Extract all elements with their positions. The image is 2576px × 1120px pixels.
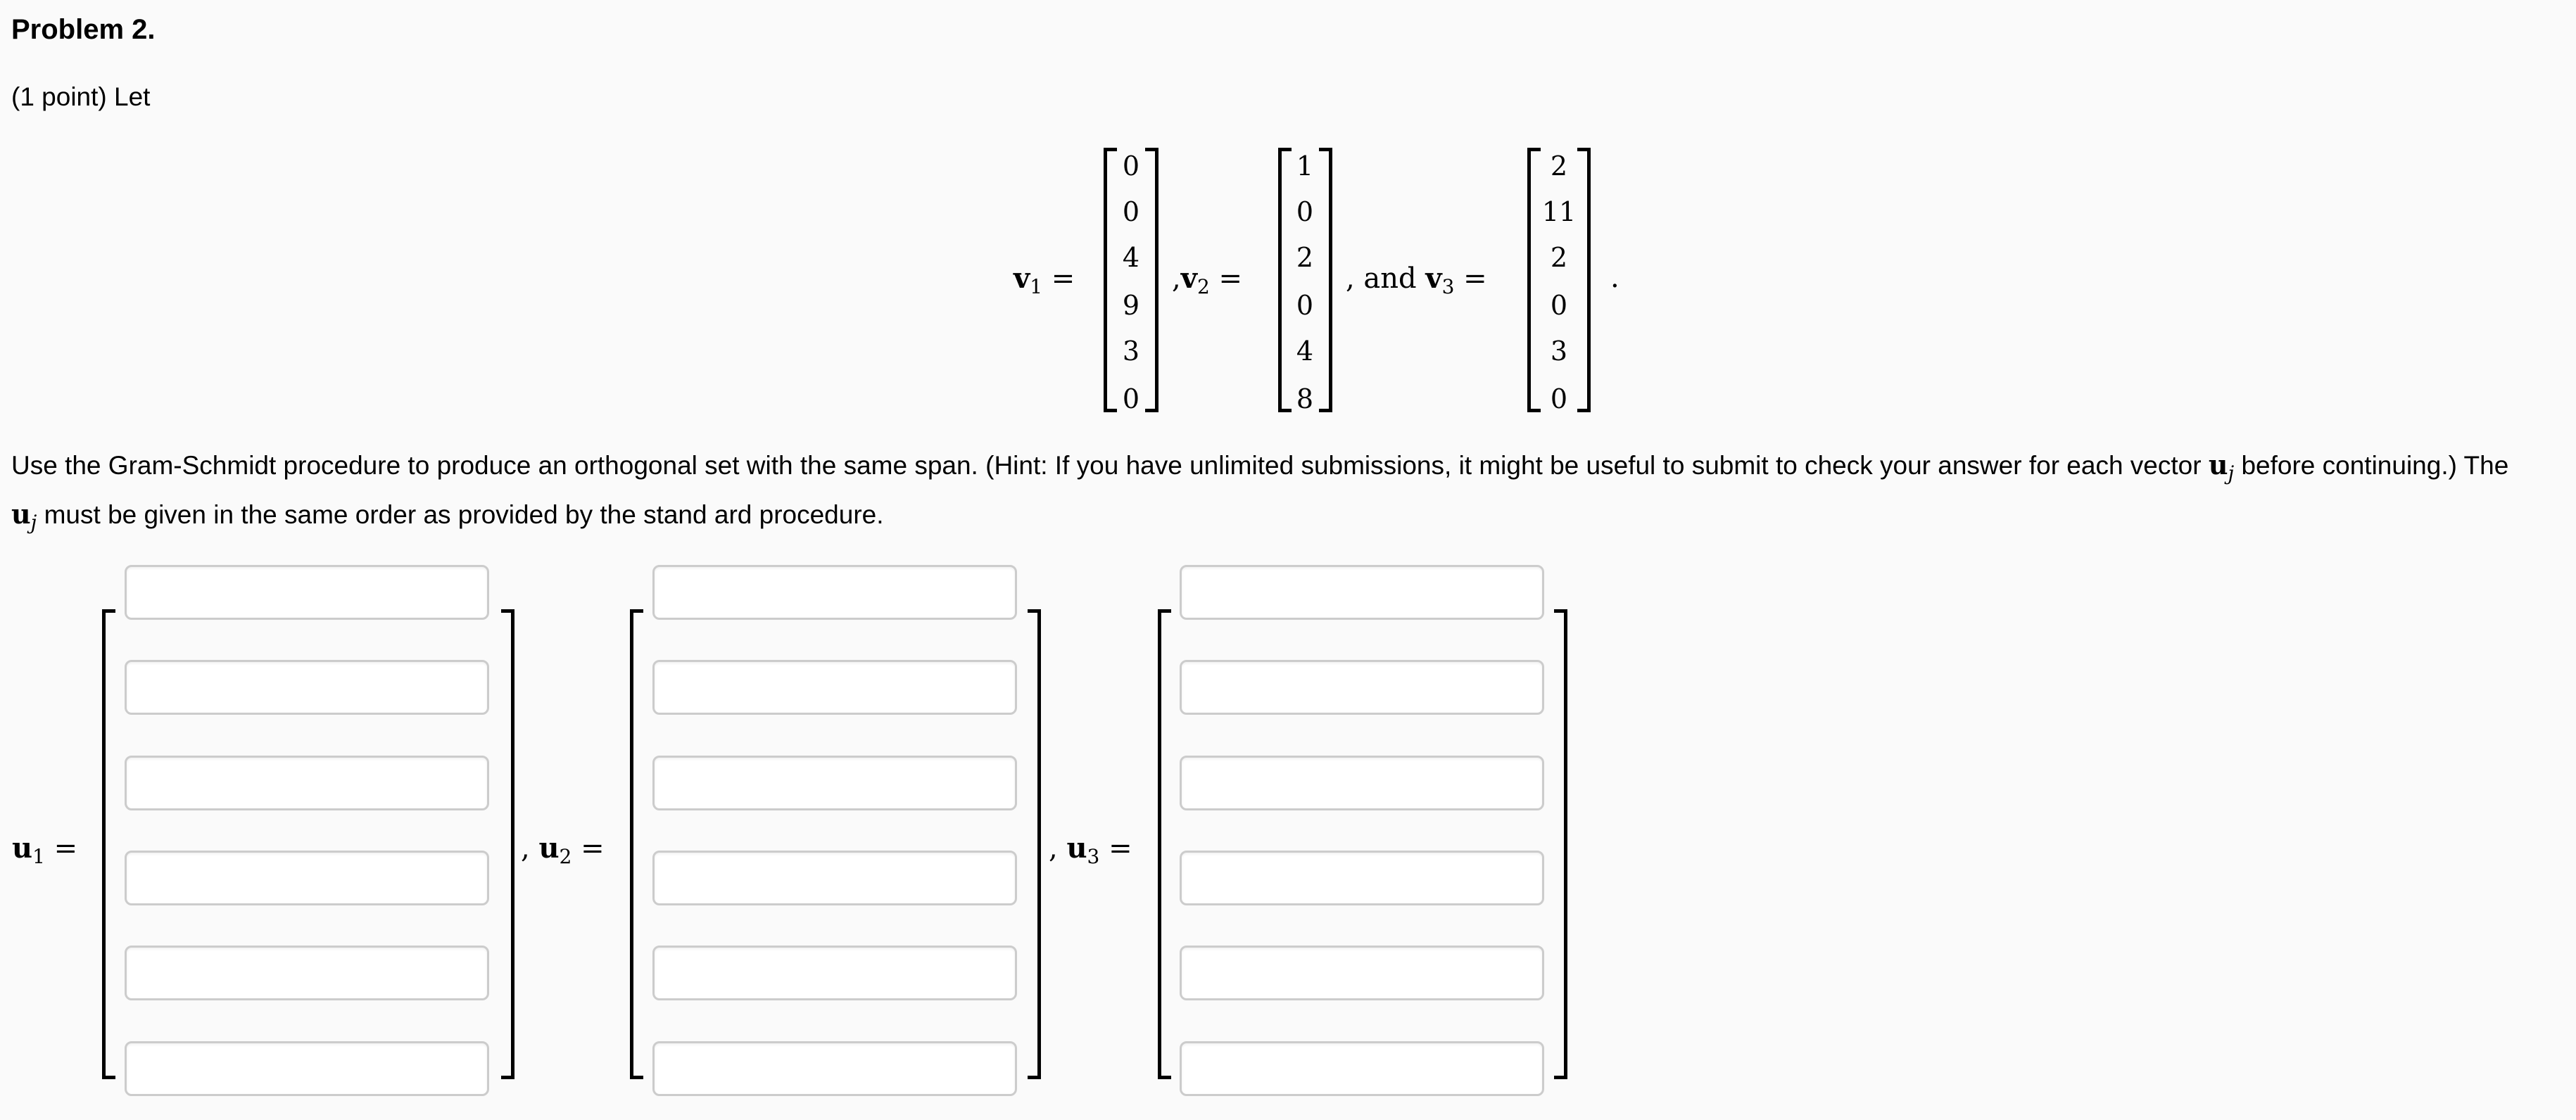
left-bracket xyxy=(1158,609,1171,1079)
v2-symbol: v xyxy=(1180,262,1197,295)
v1-entry: 9 xyxy=(1122,290,1140,321)
u1-sub: 1 xyxy=(32,845,45,868)
v1-entry: 0 xyxy=(1122,151,1140,182)
u1-entry-5-input[interactable] xyxy=(125,946,489,1000)
left-bracket xyxy=(1104,148,1117,412)
comma: , xyxy=(1172,262,1181,295)
v2-entry: 2 xyxy=(1296,242,1314,273)
left-bracket xyxy=(630,609,643,1079)
equals: = xyxy=(1109,832,1132,865)
v2-entry: 0 xyxy=(1296,196,1314,227)
instructions-text: Use the Gram-Schmidt procedure to produce an orthogonal set with the same span. (Hint: If you have unlimited submissions, it might be useful to submit to check your answer for each vector xyxy=(11,451,2209,480)
equals: = xyxy=(1051,262,1075,295)
v3-entry: 2 xyxy=(1550,151,1568,182)
u2-entry-4-input[interactable] xyxy=(652,851,1017,905)
u3-label xyxy=(1049,832,1132,868)
v1-entry: 0 xyxy=(1122,196,1140,227)
left-bracket xyxy=(1527,148,1541,412)
left-bracket xyxy=(102,609,115,1079)
u1-entry-3-input[interactable] xyxy=(125,756,489,810)
u2-entry-5-input[interactable] xyxy=(652,946,1017,1000)
u2-entry-3-input[interactable] xyxy=(652,756,1017,810)
right-bracket xyxy=(1145,148,1158,412)
v3-entry: 0 xyxy=(1550,290,1568,321)
comma: , xyxy=(1049,832,1058,865)
v1-entry: 4 xyxy=(1122,242,1140,273)
problem-title: Problem 2. xyxy=(11,14,156,45)
v2-entry: 4 xyxy=(1296,336,1314,367)
problem-intro: (1 point) Let xyxy=(11,82,151,111)
v2-entry: 1 xyxy=(1296,151,1314,182)
j-sub: j xyxy=(2228,462,2235,485)
equals: = xyxy=(1463,262,1487,295)
u2-entry-2-input[interactable] xyxy=(652,660,1017,715)
v2-sub: 2 xyxy=(1197,275,1210,298)
v2-label xyxy=(1172,262,1242,298)
right-bracket xyxy=(1577,148,1591,412)
j-sub: j xyxy=(30,511,37,534)
u-symbol: u xyxy=(2208,449,2228,481)
instructions-text: must be given in the same order as provided by the stand ard procedure. xyxy=(37,500,884,529)
u2-label xyxy=(521,832,605,868)
v1-symbol: v xyxy=(1014,262,1030,295)
u2-symbol: u xyxy=(538,832,560,865)
u2-sub: 2 xyxy=(559,845,572,868)
v3-entry: 3 xyxy=(1550,336,1568,367)
equals: = xyxy=(581,832,605,865)
comma: , xyxy=(521,832,530,865)
u1-entry-4-input[interactable] xyxy=(125,851,489,905)
v3-entry: 2 xyxy=(1550,242,1568,273)
u2-entry-6-input[interactable] xyxy=(652,1041,1017,1096)
v1-label xyxy=(1014,262,1075,298)
equals: = xyxy=(1218,262,1243,295)
v3-entry: 11 xyxy=(1541,196,1577,227)
v2-entry: 0 xyxy=(1296,290,1314,321)
u1-entry-1-input[interactable] xyxy=(125,565,489,620)
equals: = xyxy=(53,832,78,865)
u2-entry-1-input[interactable] xyxy=(652,565,1017,620)
v2-entry: 8 xyxy=(1296,383,1314,414)
v1-entry: 0 xyxy=(1122,383,1140,414)
right-bracket xyxy=(1028,609,1041,1079)
v1-entry: 3 xyxy=(1122,336,1140,367)
u3-sub: 3 xyxy=(1087,845,1100,868)
v3-sub: 3 xyxy=(1441,275,1455,298)
u3-symbol: u xyxy=(1066,832,1087,865)
u3-entry-3-input[interactable] xyxy=(1180,756,1544,810)
u3-entry-1-input[interactable] xyxy=(1180,565,1544,620)
u3-entry-5-input[interactable] xyxy=(1180,946,1544,1000)
and-text: , and xyxy=(1346,262,1417,295)
u1-entry-2-input[interactable] xyxy=(125,660,489,715)
right-bracket xyxy=(501,609,514,1079)
left-bracket xyxy=(1278,148,1292,412)
u1-symbol: u xyxy=(12,832,33,865)
period: . xyxy=(1610,262,1620,294)
u1-entry-6-input[interactable] xyxy=(125,1041,489,1096)
v1-sub: 1 xyxy=(1030,275,1043,298)
v3-entry: 0 xyxy=(1550,383,1568,414)
instructions xyxy=(11,445,2517,543)
u1-label xyxy=(12,832,77,868)
u3-entry-2-input[interactable] xyxy=(1180,660,1544,715)
right-bracket xyxy=(1319,148,1332,412)
v3-label xyxy=(1346,262,1487,298)
right-bracket xyxy=(1554,609,1567,1079)
u-symbol: u xyxy=(11,498,31,530)
instructions-text: before continuing.) The xyxy=(2234,451,2509,480)
u3-entry-6-input[interactable] xyxy=(1180,1041,1544,1096)
v3-symbol: v xyxy=(1425,262,1442,295)
u3-entry-4-input[interactable] xyxy=(1180,851,1544,905)
